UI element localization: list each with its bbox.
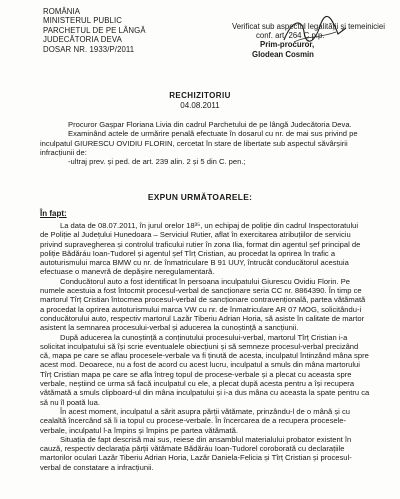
paragraph-line: Conducătorul auto a fost identificat în persoana inculpatului Giurescu Ovidiu Florin. Pe <box>60 276 350 286</box>
paragraph-line: Tîrț Cristian mapa pe care se afla întreg topul de procese-verbale și a plecat cu aceasta spre <box>40 369 352 379</box>
institution-header <box>43 7 146 54</box>
document-date: 04.08.2011 <box>180 101 220 110</box>
verified-line: Verificat sub aspectul legalității și temeiniciei <box>232 22 385 31</box>
paragraph-line: La data de 08.07.2011, în jurul orelor 18³⁵, un echipaj de poliție din cadrul Inspectoratului <box>60 221 359 230</box>
conf-line: conf. art. 264 C.p.p. <box>256 31 325 41</box>
header-country: ROMÂNIA <box>43 7 81 16</box>
intro-line: inculpatul GIURESCU OVIDIU FLORIN, cercetat în stare de libertate sub aspectul săvârșirii <box>40 138 348 148</box>
header-ministry: MINISTERUL PUBLIC <box>43 16 122 26</box>
intro-block <box>40 120 392 166</box>
header-case-number: DOSAR NR. 1933/P/2011 <box>43 44 135 54</box>
intro-line: infracțiunii de: <box>40 147 87 157</box>
paragraph-line: poliție Bădăráu Ioan-Tudorel și agentul șef Tîrț Cristian, au procedat la oprirea în trafic a <box>40 248 336 258</box>
intro-line: Examinând actele de urmărire penală efectuate în dosarul cu nr. de mai sus privind pe <box>68 129 358 139</box>
paragraph-line: În acest moment, inculpatul a sărit asupra părții vătămate, prinzându-l de o mână și cu <box>60 406 350 416</box>
paragraph-line: efectuase o manevră de depășire neregulamentară. <box>40 267 215 277</box>
paragraph-line: verbale, inculpatul l-a împins și împins pe partea vătămată. <box>40 425 238 435</box>
verification-block <box>232 22 385 59</box>
document-title: RECHIZITORIU <box>169 91 231 100</box>
paragraph-line: a procedat la oprirea autoturismului marca VW cu nr. de înmatriculare AR 07 MOG, solicitându-i <box>40 304 362 314</box>
paragraph-line: privind supravegherea și controlul traficului rutier în zona Ilia, format din agentul șef principal de <box>40 239 361 249</box>
prim-procuror-role: Prim-procuror, <box>260 40 315 50</box>
subsection-title: În fapt: <box>40 209 67 218</box>
paragraph-line: numele acestuia a fost întocmit procesul-verbal de sancționare seria CC nr. 8864390. În timp ce <box>40 286 362 296</box>
charge-line: -ultraj prev. și ped. de art. 239 alin. 2 și 5 din C. pen.; <box>68 157 246 167</box>
prim-procuror-name: Glodean Cosmin <box>252 49 314 59</box>
header-court: JUDECĂTORIA DEVA <box>43 35 122 45</box>
paragraph-line: Situația de fapt descrisă mai sus, reiese din ansamblul materialului probator existent în <box>60 434 352 444</box>
paragraph-line: cauză, respectiv declarația părții vătămate Bădăráu Ioan-Tudorel coroborată cu declarațiile <box>40 444 345 454</box>
paragraph-line: vătămată a smuls clipboard-ul din mâna inculpatului și i-a dus mâna cu aceasta la spate pentru ca <box>40 388 370 398</box>
paragraph-line: de Poliție al Județului Hunedoara – Serviciul Rutier, aflat în exercitarea atribuțiilor de serviciu <box>40 230 351 240</box>
paragraph-line: că, mapa pe care se aflau procesele-verbale va fi ținută de acesta, inculpatul întinzând mâna spre <box>40 351 369 361</box>
facts-block <box>40 221 392 472</box>
paragraph-line: verbal de constatare a infracțiunii. <box>40 462 154 472</box>
paragraph-line: cealaltă încercând să îi ia topul cu procese-verbale. În încercarea de a recupera procesele- <box>40 416 347 426</box>
paragraph-line: După aducerea la cunoștință a conținutului procesului-verbal, martorul Tîrț Cristian i-a <box>60 332 348 342</box>
section-title: EXPUN URMĂTOARELE: <box>147 192 253 202</box>
paragraph-line: verbale, neștiind ce urma să facă inculpatul cu ele, a plecat după acesta pentru a își recupera <box>40 379 355 389</box>
paragraph-line: solicitat inculpatului să își scrie eventualele obiecțiuni și să semneze procesul-verbal precizând <box>40 341 359 351</box>
paragraph-line: să nu îl poată lua. <box>40 397 100 407</box>
intro-line: Procuror Gașpar Floriana Livia din cadrul Parchetului de pe lângă Judecătoria Deva. <box>68 120 352 129</box>
header-prosecutor-office: PARCHETUL DE PE LÂNGĂ <box>43 25 146 35</box>
paragraph-line: autoturismului marca BMW cu nr. de înmatriculare B 91 UUY, întrucât conducătorul acestuia <box>40 258 349 268</box>
paragraph-line: asistent la semnarea procesului-verbal și aducerea la cunoștință a sancțiunii. <box>40 323 299 333</box>
paragraph-line: martorul Tîrț Cristian întocmea procesul-verbal de sancționare contravențională, partea vătămată <box>40 295 366 305</box>
paragraph-line: martorilor oculari Lazăr Tiberiu Adrian Horia, Lazăr Daniela-Felicia și Tîrț Cristian și procesul- <box>40 453 352 463</box>
paragraph-line: acest mod. Deoarece, nu a fost de acord cu acest lucru, inculpatul a smuls din mâna martorului <box>40 360 360 370</box>
paragraph-line: conducătorului auto, respectiv martorul Lazăr Tiberiu Adrian Horia, să asiste în calitate de martor <box>40 313 365 323</box>
